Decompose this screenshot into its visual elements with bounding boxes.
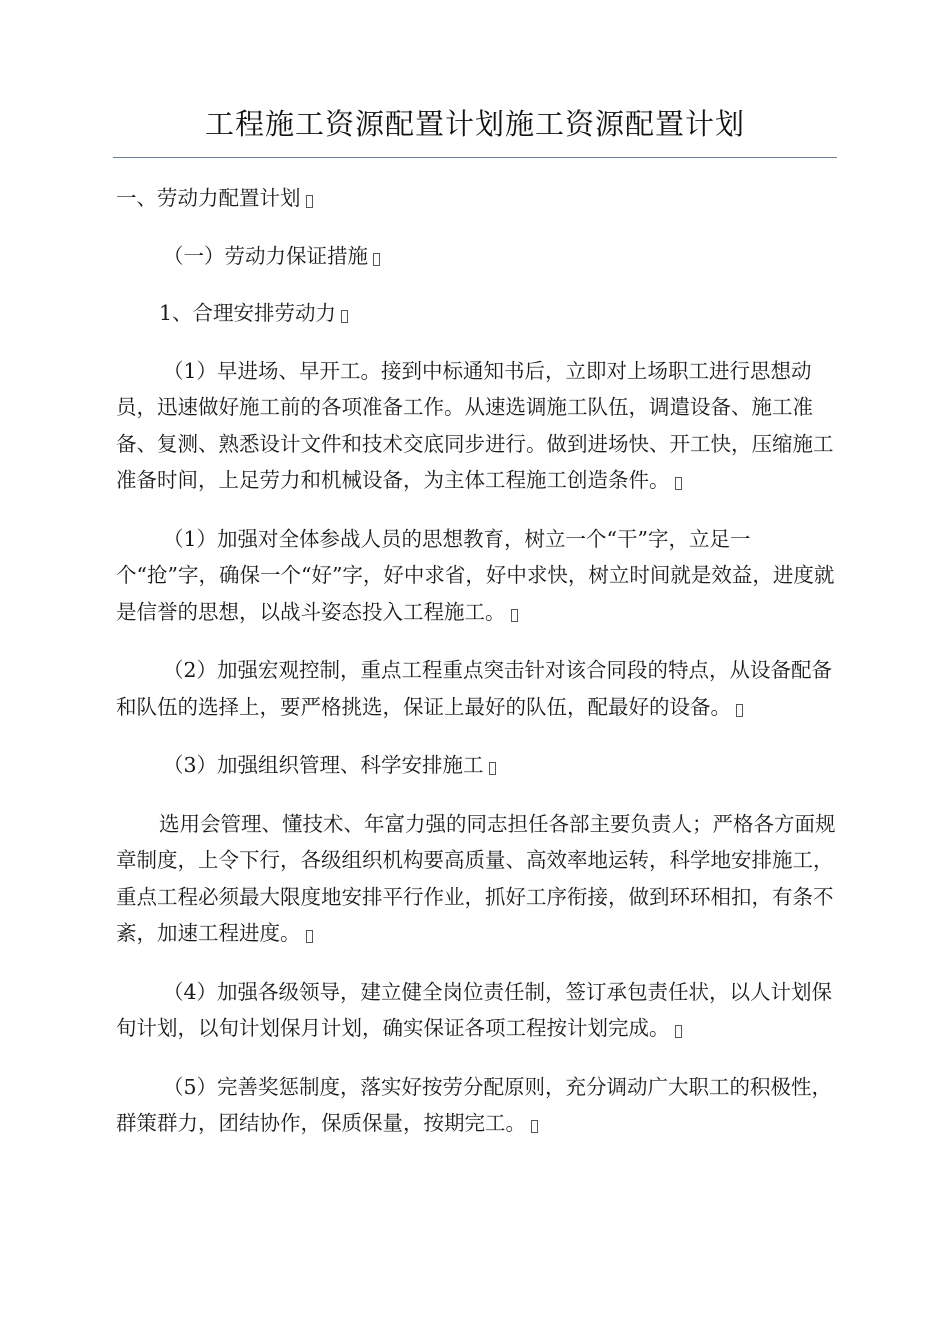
paragraph-text: （1）加强对全体参战人员的思想教育，树立一个“干”字，立足一个“抢”字，确保一个“好”字，好中求省，好中求快，树立时间就是效益，进度就是信誉的思想，以战斗姿态投入工程施工。 (116, 526, 835, 624)
paragraph-mark-icon (341, 310, 348, 323)
paragraph-macro-control (116, 652, 841, 725)
title-underline (113, 157, 837, 158)
paragraph-text: （5）完善奖惩制度，落实好按劳分配原则，充分调动广大职工的积极性，群策群力，团结协作，保质保量，按期完工。 (116, 1074, 833, 1135)
paragraph-mark-icon (306, 195, 313, 208)
paragraph-mark-icon (736, 704, 743, 717)
paragraph-mark-icon (373, 253, 380, 266)
paragraph-rewards (116, 1069, 841, 1142)
paragraph-ideology (116, 521, 841, 631)
paragraph-text: （4）加强各级领导，建立健全岗位责任制，签订承包责任状，以人计划保旬计划，以旬计划保月计划，确实保证各项工程按计划完成。 (116, 979, 833, 1040)
subsection-heading-text: （一）劳动力保证措施 (163, 243, 368, 268)
paragraph-mark-icon (675, 477, 682, 490)
document-title: 工程施工资源配置计划施工资源配置计划 (204, 107, 745, 141)
document-body (116, 180, 841, 1164)
paragraph-text: 选用会管理、懂技术、年富力强的同志担任各部主要负责人；严格各方面规章制度，上令下行，各级组织机构要高质量、高效率地运转，科学地安排施工，重点工程必须最大限度地安排平行作业，抓好工序衔接，做到环环相扣，有条不紊，加速工程进度。 (116, 811, 836, 945)
item-heading (116, 295, 841, 332)
paragraph-mark-icon (511, 609, 518, 622)
paragraph-leadership (116, 974, 841, 1047)
paragraph-text: （2）加强宏观控制，重点工程重点突击针对该合同段的特点，从设备配备和队伍的选择上，要严格挑选，保证上最好的队伍，配最好的设备。 (116, 658, 833, 719)
subsection-heading (116, 238, 841, 275)
paragraph-mark-icon (489, 762, 496, 775)
paragraph-organization (116, 747, 841, 784)
item-heading-text: 1、合理安排劳动力 (159, 301, 337, 325)
paragraph-text: （3）加强组织管理、科学安排施工 (163, 753, 484, 777)
section-heading-text: 一、劳动力配置计划 (116, 186, 301, 210)
paragraph-text: （1）早进场、早开工。接到中标通知书后，立即对上场职工进行思想动员，迅速做好施工前的各项准备工作。从速选调施工队伍，调遣设备、施工准备、复测、熟悉设计文件和技术交底同步进行。做到进场快、开工快，压缩施工准备时间，上足劳力和机械设备，为主体工程施工创造条件。 (116, 358, 834, 492)
paragraph-early-start (116, 353, 841, 499)
section-heading-1 (116, 180, 841, 217)
paragraph-mark-icon (675, 1025, 682, 1038)
paragraph-mark-icon (531, 1120, 538, 1133)
paragraph-mark-icon (306, 930, 313, 943)
paragraph-management (116, 806, 841, 952)
